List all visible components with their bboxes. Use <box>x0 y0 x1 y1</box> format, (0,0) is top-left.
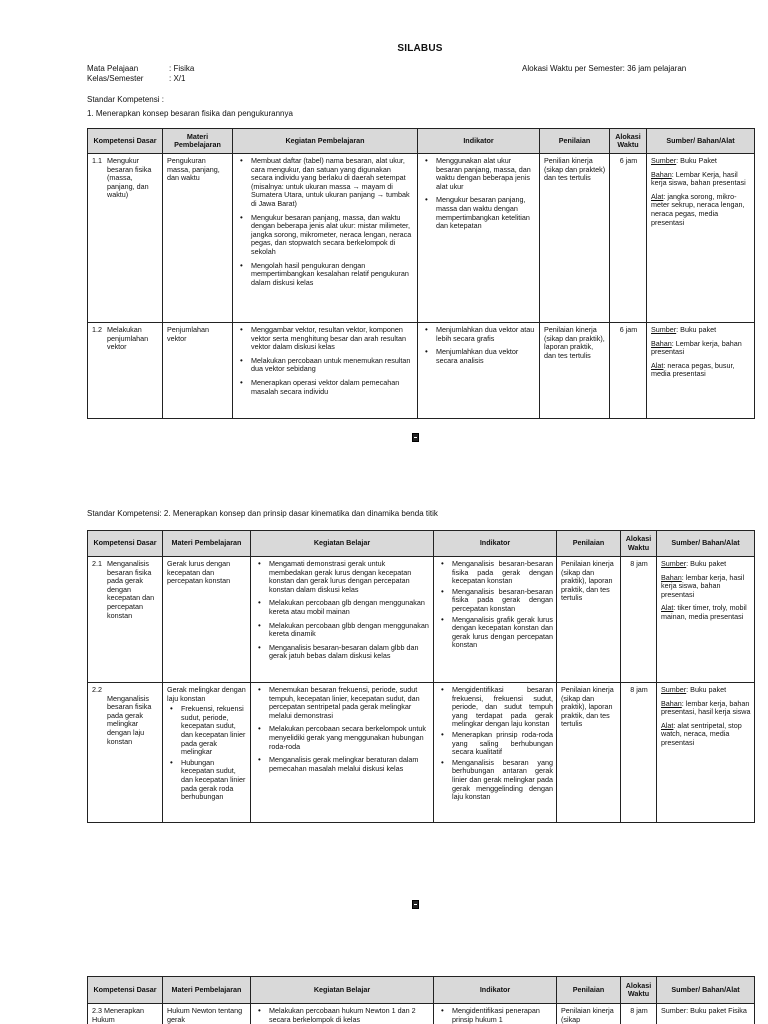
header-indikator: Indikator <box>434 977 557 1004</box>
header-kegiatan: Kegiatan Belajar <box>251 531 434 557</box>
list-item: • Menganalisis besaran yang berhubungan antaran gerak linier dan gerak melingkar pada gerak menggelinding dengan laju konstan <box>452 759 553 802</box>
sumber-text: : Buku Paket <box>676 156 717 165</box>
subject-label: Mata Pelajaan <box>87 64 139 73</box>
syllabus-table-1 <box>87 128 755 419</box>
header-penilaian: Penilaian <box>540 129 610 154</box>
bahan-text: : lembar kerja, hasil kerja siswa, bahan presentasi <box>661 572 745 599</box>
bahan-text: : Lembar Kerja, hasil kerja siswa, bahan presentasi <box>651 169 746 188</box>
header-indikator: Indikator <box>434 531 557 557</box>
header-penilaian: Penilaian <box>557 531 621 557</box>
penilaian-cell: Penilaian kinerja (sikap dan praktik), laporan praktik, dan tes tertulis <box>557 557 621 683</box>
alokasi-cell: 6 jam <box>610 323 647 419</box>
alat-label: Alat <box>651 360 664 370</box>
list-item: • Menjumlahkan dua vektor secara analisis <box>436 348 536 365</box>
kd-cell <box>88 323 163 419</box>
list-item: • Menganalisis besaran-besaran fisika pada gerak dengan percepatan konstan <box>452 588 553 614</box>
list-item: • Menganalisis besaran-besaran dalam glbb dan gerak jatuh bebas dalam diskusi kelas <box>269 644 430 661</box>
header-alokasi: Alokasi Waktu <box>610 129 647 154</box>
list-item: • Menganalisis gerak melingkar beraturan dalam pemecahan masalah melalui diskusi kelas <box>269 756 430 773</box>
list-item: • Mengolah hasil pengukuran dengan mempertimbangkan kesalahan relatif pengukuran dalam diskusi kelas <box>251 262 414 288</box>
standard-competency-2: Standar Kompetensi: 2. Menerapkan konsep dan prinsip dasar kinematika dan dinamika benda titik <box>87 509 438 518</box>
sumber-label: Sumber <box>661 685 687 694</box>
class-value: : X/1 <box>169 74 186 83</box>
list-item: • Menganalisis besaran-besaran fisika pada gerak dengan kecepatan konstan <box>452 560 553 586</box>
sumber-text: : Buku paket <box>686 559 727 568</box>
subject-line <box>87 64 194 74</box>
header-penilaian: Penilaian <box>557 977 621 1004</box>
time-allocation: Alokasi Waktu per Semester: 36 jam pelajaran <box>522 64 687 73</box>
list-item: • Melakukan percobaan glb dengan menggunakan kereta atau mobil mainan <box>269 599 430 616</box>
indikator-cell <box>434 557 557 683</box>
list-item: • Menjumlahkan dua vektor atau lebih secara grafis <box>436 326 536 343</box>
header-kegiatan: Kegiatan Pembelajaran <box>233 129 418 154</box>
table-row <box>88 557 755 683</box>
list-item: • Melakukan percobaan untuk menemukan resultan dua vektor sebidang <box>251 357 414 374</box>
bahan-label: Bahan <box>651 169 672 179</box>
table-row <box>88 154 755 323</box>
alokasi-cell: 6 jam <box>610 154 647 323</box>
kd-number: 2.2 <box>92 685 102 694</box>
sumber-cell <box>657 557 755 683</box>
header-kompetensi-dasar: Kompetensi Dasar <box>88 977 163 1004</box>
sumber-text: : Buku paket <box>676 325 717 334</box>
sumber-cell <box>657 683 755 823</box>
header-kegiatan: Kegiatan Belajar <box>251 977 434 1004</box>
list-item: • Membuat daftar (tabel) nama besaran, alat ukur, cara mengukur, dan satuan yang digunakan secara individu yang berlaku di daerah setempat (misalnya: untuk ukuran massa → mayam di Sumatera Utara, untuk ukuran panjang → tumbak di Jawa Barat) <box>251 157 414 209</box>
indikator-cell <box>434 683 557 823</box>
syllabus-table-2 <box>87 530 755 823</box>
alat-text: : neraca pegas, busur, media presentasi <box>651 360 735 379</box>
kegiatan-cell <box>233 154 418 323</box>
list-item: • Mengidentifikasi besaran frekuensi, frekuensi sudut, periode, dan sudut tempuh yang terdapat pada gerak melingkar dengan laju konstan <box>452 686 553 729</box>
syllabus-table-3 <box>87 976 755 1024</box>
list-item: • Melakukan percobaan glbb dengan menggunakan kereta dinamik <box>269 622 430 639</box>
materi-cell: Hukum Newton tentang gerak <box>163 1004 251 1024</box>
header-sumber: Sumber/ Bahan/Alat <box>647 129 755 154</box>
header-sumber: Sumber/ Bahan/Alat <box>657 977 755 1004</box>
header-sumber: Sumber/ Bahan/Alat <box>657 531 755 557</box>
list-item: • Menerapkan operasi vektor dalam pemecahan masalah secara individu <box>251 379 414 396</box>
bahan-text: : Lembar kerja, bahan presentasi <box>651 338 742 357</box>
materi-cell <box>163 683 251 823</box>
table-row <box>88 323 755 419</box>
kd-number: 1.1 <box>92 156 102 165</box>
list-item: • Menganalisis grafik gerak lurus dengan kecepatan konstan dan gerak lurus dengan percepatan konstan <box>452 616 553 650</box>
kd-number: 1.2 <box>92 325 102 334</box>
kd-text: Melakukan penjumlahan vektor <box>107 325 149 352</box>
header-materi: Materi Pembelajaran <box>163 531 251 557</box>
standard-competency-label: Standar Kompetensi : <box>87 95 164 104</box>
bahan-text: : lembar kerja, bahan presentasi, hasil kerja siswa <box>661 698 751 717</box>
alat-label: Alat <box>661 603 674 613</box>
table-row <box>88 1004 755 1024</box>
header-materi: Materi Pembelajaran <box>163 129 233 154</box>
header-kompetensi-dasar: Kompetensi Dasar <box>88 129 163 154</box>
sumber-text: : Buku paket <box>686 685 727 694</box>
materi-cell: Gerak lurus dengan kecepatan dan percepatan konstan <box>163 557 251 683</box>
list-item: • Mengukur besaran panjang, massa dan waktu dengan mempertimbangkan ketelitian dan ketepatan <box>436 196 536 230</box>
list-item: • Menemukan besaran frekuensi, periode, sudut tempuh, kecepatan linier, kecepatan sudut, dan percepatan sentripetal pada gerak melingkar melalui demonstrasi <box>269 686 430 720</box>
header-alokasi: Alokasi Waktu <box>621 977 657 1004</box>
bahan-label: Bahan <box>651 338 672 348</box>
alokasi-cell: 8 jam <box>621 683 657 823</box>
list-item: • Mengidentifikasi penerapan prinsip hukum 1 <box>452 1007 553 1024</box>
indikator-cell <box>418 323 540 419</box>
sumber-cell: Sumber: Buku paket Fisika <box>657 1004 755 1024</box>
standard-competency-1: 1. Menerapkan konsep besaran fisika dan pengukurannya <box>87 109 293 118</box>
list-item: • Mengukur besaran panjang, massa, dan waktu dengan beberapa jenis alat ukur: mistar milimeter, jangka sorong, mikrometer, neraca lengan, neraca pegas, dan stopwatch secara berkelompok di sekolah <box>251 214 414 257</box>
kd-text: Menganalisis besaran fisika pada gerak dengan kecepatan dan percepatan konstan <box>107 559 155 620</box>
indikator-cell <box>418 154 540 323</box>
sumber-label: Sumber <box>661 559 687 568</box>
alat-text: : jangka sorong, mikro-meter sekrup, neraca lengan, neraca pegas, media presentasi <box>651 191 745 227</box>
penilaian-cell: Penilaian kinerja (sikap <box>557 1004 621 1024</box>
materi-text: Gerak melingkar dengan laju konstan <box>167 685 246 703</box>
kegiatan-cell <box>233 323 418 419</box>
header-alokasi: Alokasi Waktu <box>621 531 657 557</box>
kd-text: Mengukur besaran fisika (massa, panjang, dan waktu) <box>107 156 152 200</box>
table-3-clip <box>87 976 755 1024</box>
alat-label: Alat <box>651 191 664 201</box>
class-line <box>87 74 185 84</box>
header-kompetensi-dasar: Kompetensi Dasar <box>88 531 163 557</box>
class-label: Kelas/Semester <box>87 74 144 83</box>
sumber-cell <box>647 323 755 419</box>
alat-text: : alat sentripetal, stop watch, neraca, media presentasi <box>661 720 742 747</box>
document-title: SILABUS <box>397 43 443 54</box>
kd-text: Menganalisis besaran fisika pada gerak melingkar dengan laju konstan <box>107 693 152 746</box>
list-item: • Menggunakan alat ukur besaran panjang, massa, dan waktu dengan beberapa jenis alat ukur <box>436 157 536 191</box>
kd-cell <box>88 683 163 823</box>
materi-cell: Pengukuran massa, panjang, dan waktu <box>163 154 233 323</box>
list-item: • Melakukan percobaan hukum Newton 1 dan 2 secara berkelompok di kelas <box>269 1007 430 1024</box>
sumber-label: Sumber <box>651 325 677 334</box>
alat-label: Alat <box>661 720 674 730</box>
header-materi: Materi Pembelajaran <box>163 977 251 1004</box>
penilaian-cell: Penilaian kinerja (sikap dan praktik), laporan praktik, dan tes tertulis <box>540 323 610 419</box>
table-row <box>88 683 755 823</box>
alokasi-cell: 8 jam <box>621 1004 657 1024</box>
kegiatan-cell <box>251 1004 434 1024</box>
subject-value: : Fisika <box>169 64 195 73</box>
page-break-icon <box>412 900 419 909</box>
list-item: • Hubungan kecepatan sudut, dan kecepatan linier pada gerak roda berhubungan <box>181 759 247 802</box>
kegiatan-cell <box>251 683 434 823</box>
header-indikator: Indikator <box>418 129 540 154</box>
page-break-icon <box>412 433 419 442</box>
penilaian-cell: Penilaian kinerja (sikap dan praktik), laporan praktik, dan tes tertulis <box>557 683 621 823</box>
indikator-cell <box>434 1004 557 1024</box>
list-item: • Menggambar vektor, resultan vektor, komponen vektor serta menghitung besar dan arah resultan vektor dalam diskusi kelas <box>251 326 414 352</box>
alokasi-cell: 8 jam <box>621 557 657 683</box>
sumber-label: Sumber <box>651 156 677 165</box>
penilaian-cell: Penilian kinerja (sikap dan praktek) dan tes tertulis <box>540 154 610 323</box>
list-item: • Frekuensi, rekuensi sudut, periode, kecepatan sudut, dan kecepatan linier pada gerak melingkar <box>181 705 247 757</box>
materi-cell: Penjumlahan vektor <box>163 323 233 419</box>
alat-text: : tiker timer, troly, mobil mainan, media presentasi <box>661 603 747 621</box>
list-item: • Melakukan percobaan secara berkelompok untuk menyelidiki gerak yang menggunakan hubungan roda-roda <box>269 725 430 751</box>
kd-cell <box>88 154 163 323</box>
kd-cell <box>88 557 163 683</box>
sumber-cell <box>647 154 755 323</box>
list-item: • Menerapkan prinsip roda-roda yang saling berhubungan secara kualitatif <box>452 731 553 757</box>
kegiatan-cell <box>251 557 434 683</box>
bahan-label: Bahan <box>661 698 682 708</box>
kd-cell: 2.3 Menerapkan Hukum <box>88 1004 163 1024</box>
bahan-label: Bahan <box>661 572 682 582</box>
kd-number: 2.1 <box>92 559 102 568</box>
list-item: • Mengamati demonstrasi gerak untuk membedakan gerak lurus dengan kecepatan konstan dan gerak lurus dengan percepatan konstan dalam diskusi kelas <box>269 560 430 594</box>
